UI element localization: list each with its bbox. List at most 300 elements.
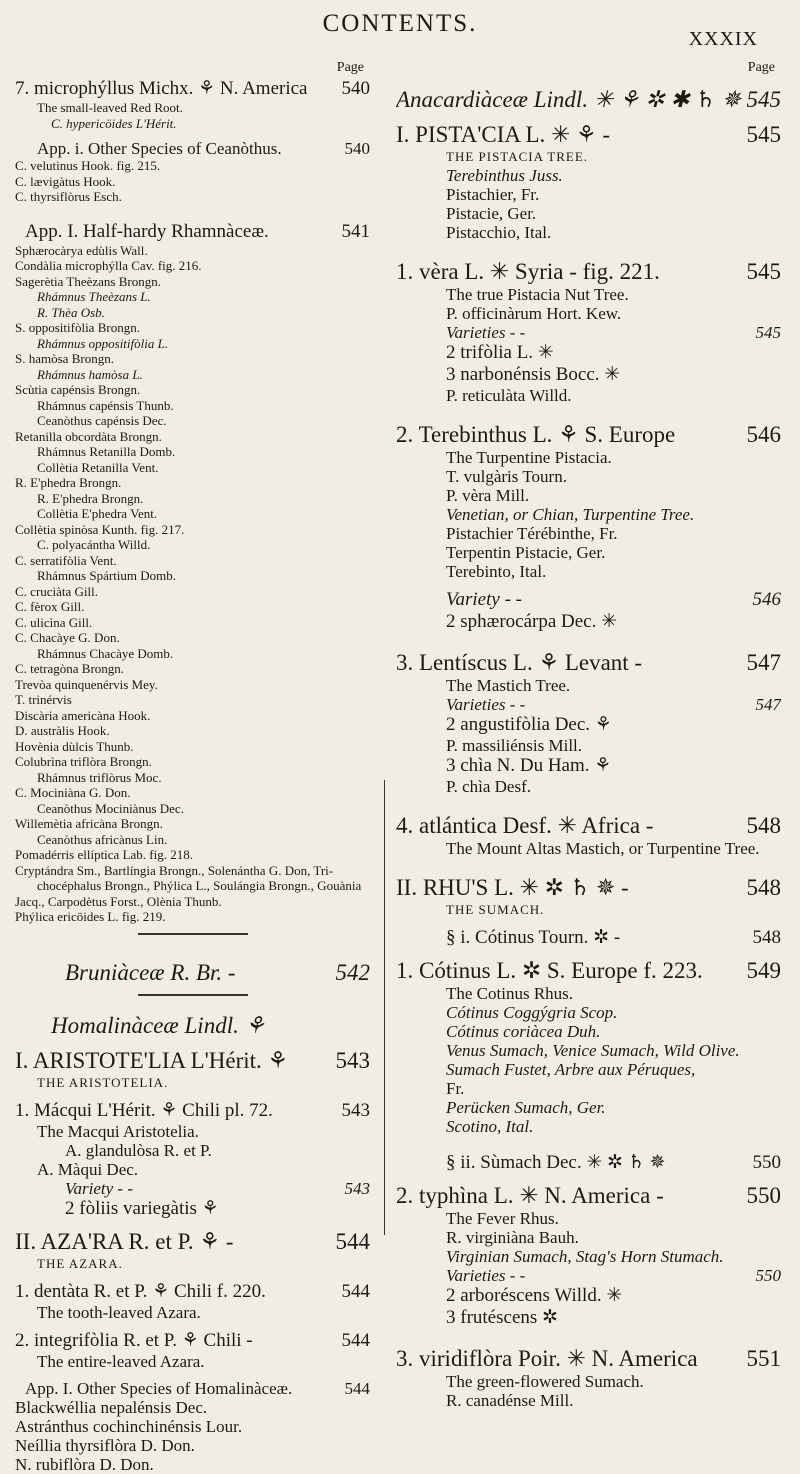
spacer [15,131,370,139]
section-rule [138,994,248,996]
contents-entry [396,258,781,285]
entry-text: 7. microphýllus Michx. ⚘ N. America [15,78,308,99]
contents-entry [15,1198,370,1220]
entry-page-number: 545 [755,323,781,342]
contents-entry [15,1141,370,1160]
entry-text: Sagerètia Theèzans Brongn. [15,273,161,289]
contents-entry [396,755,781,777]
entry-text: Rhámnus Retanilla Domb. [37,444,176,459]
contents-entry [15,1417,370,1436]
contents-entry [15,506,370,522]
contents-entry [396,589,781,611]
entry-text: chocéphalus Brongn., Phýlica L., Soulángia Brongn., Gouània [37,878,362,893]
spacer [396,1329,781,1345]
spacer [396,1136,781,1152]
spacer [396,78,781,86]
entry-text: The Macqui Aristotelia. [37,1121,199,1141]
contents-entry [15,1100,370,1122]
entry-page-number: 546 [752,589,781,610]
contents-entry [15,460,370,476]
contents-entry [15,599,370,615]
entry-text: § ii. Sùmach Dec. ✳ ✲ ♄ ✵ [446,1152,666,1173]
contents-entry [15,1179,370,1198]
entry-text: Discària americàna Hook. [15,707,151,723]
entry-page-number: 541 [341,220,370,242]
contents-entry [15,646,370,662]
entry-text: P. massiliénsis Mill. [446,736,583,755]
entry-text: The true Pistacia Nut Tree. [446,285,629,304]
spacer [15,943,370,959]
entry-text: Fr. [446,1079,465,1098]
entry-text: Bruniàceæ R. Br. - [65,959,236,985]
entry-text: THE AZARA. [37,1255,123,1271]
right-column [396,60,781,1410]
spacer [15,1322,370,1330]
contents-entry [15,351,370,367]
contents-entry [396,304,781,323]
contents-entry [396,364,781,386]
contents-entry [15,677,370,693]
contents-entry [15,537,370,553]
section-rule [138,933,248,935]
entry-text: Willemètia africàna Brongn. [15,816,163,831]
contents-entry [15,1281,370,1303]
contents-entry [396,611,781,633]
entry-text: Venus Sumach, Venice Sumach, Wild Olive. [446,1041,740,1060]
contents-entry [15,863,370,879]
contents-entry [396,1098,781,1117]
contents-entry [15,1379,370,1398]
entry-text: Pistacchio, Ital. [446,223,552,242]
entry-text: The tooth-leaved Azara. [37,1302,201,1322]
entry-text: 3 narbonénsis Bocc. ✳ [446,364,621,385]
entry-text: The Mount Altas Mastich, or Turpentine Tree. [446,839,760,858]
contents-entry [396,448,781,467]
column-divider [384,780,385,1235]
contents-entry [15,320,370,336]
contents-entry [396,1041,781,1060]
spacer [15,205,370,221]
entry-text: 2. integrifòlia R. et P. ⚘ Chili - [15,1329,253,1351]
entry-text: Venetian, or Chian, Turpentine Tree. [446,505,695,524]
contents-entry [15,723,370,739]
entry-text: Ceanòthus Mociniànus Dec. [37,800,184,816]
entry-text: 2. typhìna L. ✳ N. America - [396,1183,664,1208]
entry-text: C. tetragòna Brongn. [15,661,125,676]
entry-text: Condàlia microphýlla Cav. fig. 216. [15,258,202,273]
contents-entry [396,1022,781,1041]
contents-entry [15,832,370,848]
spacer [15,1371,370,1379]
entry-text: 2 arboréscens Willd. ✳ [446,1285,623,1306]
spacer [15,1273,370,1281]
contents-entry [396,323,781,342]
contents-entry [15,116,370,132]
contents-entry [15,174,370,190]
contents-entry [396,927,781,949]
entry-page-number: 547 [746,650,781,675]
left-column [15,60,370,1474]
contents-entry [396,166,781,185]
contents-entry [396,874,781,901]
entry-text: P. officinàrum Hort. Kew. [446,304,622,323]
page-column-label: Page [747,60,775,75]
spacer [15,1220,370,1228]
entry-text: Varieties - - [446,1266,526,1285]
contents-entry [396,777,781,796]
entry-text: THE ARISTOTELIA. [37,1074,169,1090]
spacer [15,1039,370,1047]
contents-entry [396,505,781,524]
entry-text: Rhámnus Chacàye Domb. [37,645,174,661]
entry-text: Rhámnus capénsis Thunb. [37,397,174,413]
entry-page-number: 547 [755,695,781,714]
entry-text: Cótinus coriàcea Duh. [446,1022,601,1041]
contents-entry [15,568,370,584]
entry-text: § i. Cótinus Tourn. ✲ - [446,927,621,948]
contents-entry [15,1047,370,1074]
entry-text: II. AZA'RA R. et P. ⚘ - [15,1228,234,1254]
entry-text: App. I. Other Species of Homalinàceæ. [25,1378,293,1398]
entry-text: 2 trifòlia L. ✳ [446,342,554,363]
contents-entry [15,305,370,321]
contents-entry [15,522,370,538]
spacer [396,405,781,421]
entry-page-number: 546 [746,422,781,447]
contents-entry [396,204,781,223]
entry-text: Rhámnus hamòsa L. [37,366,143,382]
entry-page-number: 548 [746,813,781,838]
entry-text: App. I. Half-hardy Rhamnàceæ. [25,220,269,242]
contents-entry [15,1160,370,1179]
entry-text: 1. vèra L. ✳ Syria - fig. 221. [396,259,660,284]
entry-text: Terpentin Pistacie, Ger. [446,543,606,562]
entry-page-number: 543 [341,1099,370,1121]
contents-entry [15,785,370,801]
entry-text: C. Mociniàna G. Don. [15,785,131,800]
entry-page-number: 550 [746,1183,781,1208]
spacer [396,633,781,649]
contents-entry [396,148,781,166]
contents-entry [15,289,370,305]
contents-entry [15,398,370,414]
contents-entry [15,382,370,398]
spacer [15,1092,370,1100]
contents-entry [15,189,370,205]
contents-entry [15,1012,370,1039]
contents-entry [396,839,781,858]
entry-page-number: 543 [335,1047,370,1073]
entry-text: Scùtia capénsis Brongn. [15,382,141,397]
entry-text: Collètia E'phedra Vent. [37,506,158,521]
contents-entry [396,342,781,364]
contents-entry [396,223,781,242]
entry-text: 1. dentàta R. et P. ⚘ Chili f. 220. [15,1280,266,1302]
contents-entry [396,1391,781,1410]
entry-text: S. hamòsa Brongn. [15,351,114,366]
entry-text: P. vèra Mill. [446,486,530,505]
entry-text: Pistacie, Ger. [446,204,537,223]
entry-text: C. cruciàta Gill. [15,583,99,599]
entry-page-number: 543 [344,1178,370,1198]
contents-entry [396,1152,781,1174]
contents-entry [396,649,781,676]
entry-text: A. Màqui Dec. [37,1159,139,1179]
contents-entry [15,274,370,290]
entry-text: I. PISTA'CIA L. ✳ ⚘ - [396,122,611,147]
spacer [396,949,781,957]
contents-entry [396,1003,781,1022]
entry-page-number: 545 [746,87,781,112]
entry-page-number: 548 [752,927,781,948]
entry-text: The Fever Rhus. [446,1209,559,1228]
contents-entry [396,901,781,919]
entry-text: Sumach Fustet, Arbre aux Péruques, [446,1060,696,1079]
contents-entry [15,78,370,100]
entry-text: 1. Mácqui L'Hérit. ⚘ Chili pl. 72. [15,1099,273,1121]
entry-text: Varieties - - [446,695,526,714]
contents-entry [15,491,370,507]
entry-page-number: 548 [746,875,781,900]
contents-entry [15,158,370,174]
spacer [396,796,781,812]
entry-text: 2 fòliis variegàtis ⚘ [65,1197,219,1219]
entry-text: Rhámnus Spártium Domb. [37,568,177,583]
entry-text: Variety - - [65,1178,133,1198]
entry-text: 3 frutéscens ✲ [446,1307,558,1328]
contents-entry [15,959,370,986]
contents-entry [396,86,781,113]
contents-entry [15,894,370,910]
entry-page-number: 544 [341,1329,370,1351]
entry-text: App. i. Other Species of Ceanòthus. [37,139,282,158]
entry-text: Neíllia thyrsiflòra D. Don. [15,1435,195,1455]
entry-text: A. glandulòsa R. et P. [65,1140,212,1160]
entry-text: T. vulgàris Tourn. [446,467,567,486]
contents-entry [396,185,781,204]
entry-text: Cryptándra Sm., Bartlíngia Brongn., Solenántha G. Don, Tri- [15,862,334,878]
entry-text: D. austràlis Hook. [15,723,110,738]
entry-text: Collètia Retanilla Vent. [37,459,159,475]
entry-text: Pomadérris ellíptica Lab. fig. 218. [15,847,193,862]
contents-entry [15,413,370,429]
entry-text: Ceanòthus africànus Lin. [37,831,168,847]
entry-page-number: 551 [746,1346,781,1371]
entry-text: C. ulicìna Gill. [15,614,93,630]
entry-text: Cótinus Coggýgria Scop. [446,1003,618,1022]
entry-text: Trevòa quinquenérvis Mey. [15,676,158,692]
entry-text: 3 chìa N. Du Ham. ⚘ [446,755,612,776]
contents-entry [15,801,370,817]
entry-text: The Mastich Tree. [446,676,571,695]
contents-entry [396,524,781,543]
spacer [396,858,781,874]
contents-entry [15,1303,370,1322]
entry-text: C. thyrsiflòrus Esch. [15,189,122,204]
entry-text: Terebinto, Ital. [446,562,547,581]
contents-entry [15,1455,370,1474]
entry-text: 3. Lentíscus L. ⚘ Levant - [396,650,643,675]
entry-text: 2 sphærocárpa Dec. ✳ [446,611,618,632]
entry-page-number: 550 [755,1266,781,1285]
contents-entry [15,1330,370,1352]
contents-entry [15,692,370,708]
page-header [0,6,800,50]
contents-entry [15,615,370,631]
entry-text: Perücken Sumach, Ger. [446,1098,606,1117]
entry-text: C. fèrox Gill. [15,599,85,614]
contents-entry [396,421,781,448]
entry-text: Astránthus cochinchinénsis Lour. [15,1416,243,1436]
spacer [396,919,781,927]
entry-text: C. hypericöides L'Hérit. [51,115,177,131]
contents-entry [15,100,370,116]
entry-text: 2 angustifòlia Dec. ⚘ [446,714,612,735]
entry-text: Virginian Sumach, Stag's Horn Stumach. [446,1247,724,1266]
contents-entry [15,221,370,243]
contents-entry [15,584,370,600]
entry-page-number: 544 [344,1378,370,1398]
entry-text: Blackwéllia nepalénsis Dec. [15,1397,208,1417]
entry-text: Ceanòthus capénsis Dec. [37,413,167,428]
entry-text: Jacq., Carpodètus Forst., Olènia Thunb. [15,893,222,909]
entry-text: The Cotinus Rhus. [446,984,574,1003]
entry-text: THE PISTACIA TREE. [446,149,589,164]
page-title: CONTENTS. [322,10,478,37]
contents-entry [396,467,781,486]
entry-page-number: 545 [746,259,781,284]
contents-entry [15,661,370,677]
spacer [396,242,781,258]
entry-text: Homalinàceæ Lindl. ⚘ [51,1012,266,1038]
entry-page-number: 549 [746,958,781,983]
entry-text: C. lævigàtus Hook. [15,173,116,189]
entry-text: R. E'phedra Brongn. [37,490,144,506]
entry-text: C. serratifòlia Vent. [15,552,117,568]
entry-text: Phýlica ericöides L. fig. 219. [15,909,166,924]
contents-entry [396,957,781,984]
entry-page-number: 544 [341,1280,370,1302]
contents-entry [15,630,370,646]
contents-entry [396,984,781,1003]
contents-entry [15,336,370,352]
contents-entry [15,367,370,383]
entry-text: Pistachier, Fr. [446,185,540,204]
entry-text: P. chìa Desf. [446,777,531,796]
contents-entry [396,1372,781,1391]
spacer [396,113,781,121]
entry-text: Hovènia dùlcis Thunb. [15,738,134,754]
entry-text: T. trinérvis [15,692,72,707]
entry-text: 3. viridiflòra Poir. ✳ N. America [396,1346,698,1371]
entry-text: N. rubiflòra D. Don. [15,1454,154,1474]
contents-entry [15,909,370,925]
contents-entry [396,1345,781,1372]
contents-entry [396,1117,781,1136]
contents-entry [396,486,781,505]
contents-entry [396,714,781,736]
entry-page-number: 545 [746,122,781,147]
entry-text: Rhámnus Theèzans L. [37,289,151,304]
entry-text: Scotino, Ital. [446,1117,534,1136]
entry-text: R. Thèa Osb. [37,304,105,320]
entry-page-number: 540 [344,139,370,158]
contents-entry [15,878,370,894]
contents-entry [396,1060,781,1079]
contents-entry [15,816,370,832]
entry-text: Terebinthus Juss. [446,166,563,185]
entry-text: 1. Cótinus L. ✲ S. Europe f. 223. [396,958,703,983]
contents-entry [15,139,370,158]
entry-page-number: 542 [335,959,370,985]
entry-text: C. polyacántha Willd. [37,537,151,552]
contents-entry [15,1122,370,1141]
entry-text: S. oppositifòlia Brongn. [15,320,140,335]
entry-text: R. canadénse Mill. [446,1391,574,1410]
entry-text: THE SUMACH. [446,902,545,917]
entry-text: R. virginiàna Bauh. [446,1228,579,1247]
spacer [15,1004,370,1012]
entry-text: Varieties - - [446,323,526,342]
entry-text: The Turpentine Pistacia. [446,448,612,467]
contents-entry [15,1436,370,1455]
contents-entry [396,386,781,405]
entry-text: II. RHU'S L. ✳ ✲ ♄ ✵ - [396,875,629,900]
entry-text: Sphærocàrya edùlis Wall. [15,242,148,258]
contents-entry [396,543,781,562]
spacer [396,1174,781,1182]
contents-entry [396,1266,781,1285]
page-number: XXXIX [688,28,758,50]
spacer [396,581,781,589]
contents-entry [15,1228,370,1255]
contents-entry [396,1079,781,1098]
entry-page-number: 550 [752,1152,781,1173]
entry-text: Anacardiàceæ Lindl. ✳ ⚘ ✲ ✱ ♄ ✵ [396,87,741,112]
contents-entry [15,739,370,755]
entry-text: Collètia spinòsa Kunth. fig. 217. [15,521,185,537]
entry-text: Colubrìna triflòra Brongn. [15,754,152,769]
contents-entry [15,444,370,460]
contents-entry [396,695,781,714]
contents-entry [15,429,370,445]
contents-entry [15,1398,370,1417]
contents-entry [15,847,370,863]
entry-text: Rhámnus triflòrus Moc. [37,769,162,785]
page-column-label: Page [336,60,364,75]
entry-text: I. ARISTOTE'LIA L'Hérit. ⚘ [15,1047,289,1073]
entry-text: 2. Terebinthus L. ⚘ S. Europe [396,422,676,447]
entry-text: C. Chacàye G. Don. [15,630,120,645]
entry-text: 4. atlántica Desf. ✳ Africa - [396,813,654,838]
contents-entry [15,770,370,786]
entry-text: Retanilla obcordàta Brongn. [15,428,162,444]
contents-entry [15,243,370,259]
contents-entry [15,553,370,569]
entry-page-number: 544 [335,1228,370,1254]
contents-entry [15,1255,370,1273]
contents-entry [396,736,781,755]
entry-text: P. reticulàta Willd. [446,386,572,405]
entry-text: The small-leaved Red Root. [37,100,183,115]
contents-entry [396,1209,781,1228]
contents-entry [15,708,370,724]
contents-entry [396,1307,781,1329]
entry-text: Rhámnus oppositifòlia L. [37,335,169,351]
contents-entry [396,1285,781,1307]
contents-entry [396,1182,781,1209]
entry-text: C. velutinus Hook. fig. 215. [15,158,161,173]
